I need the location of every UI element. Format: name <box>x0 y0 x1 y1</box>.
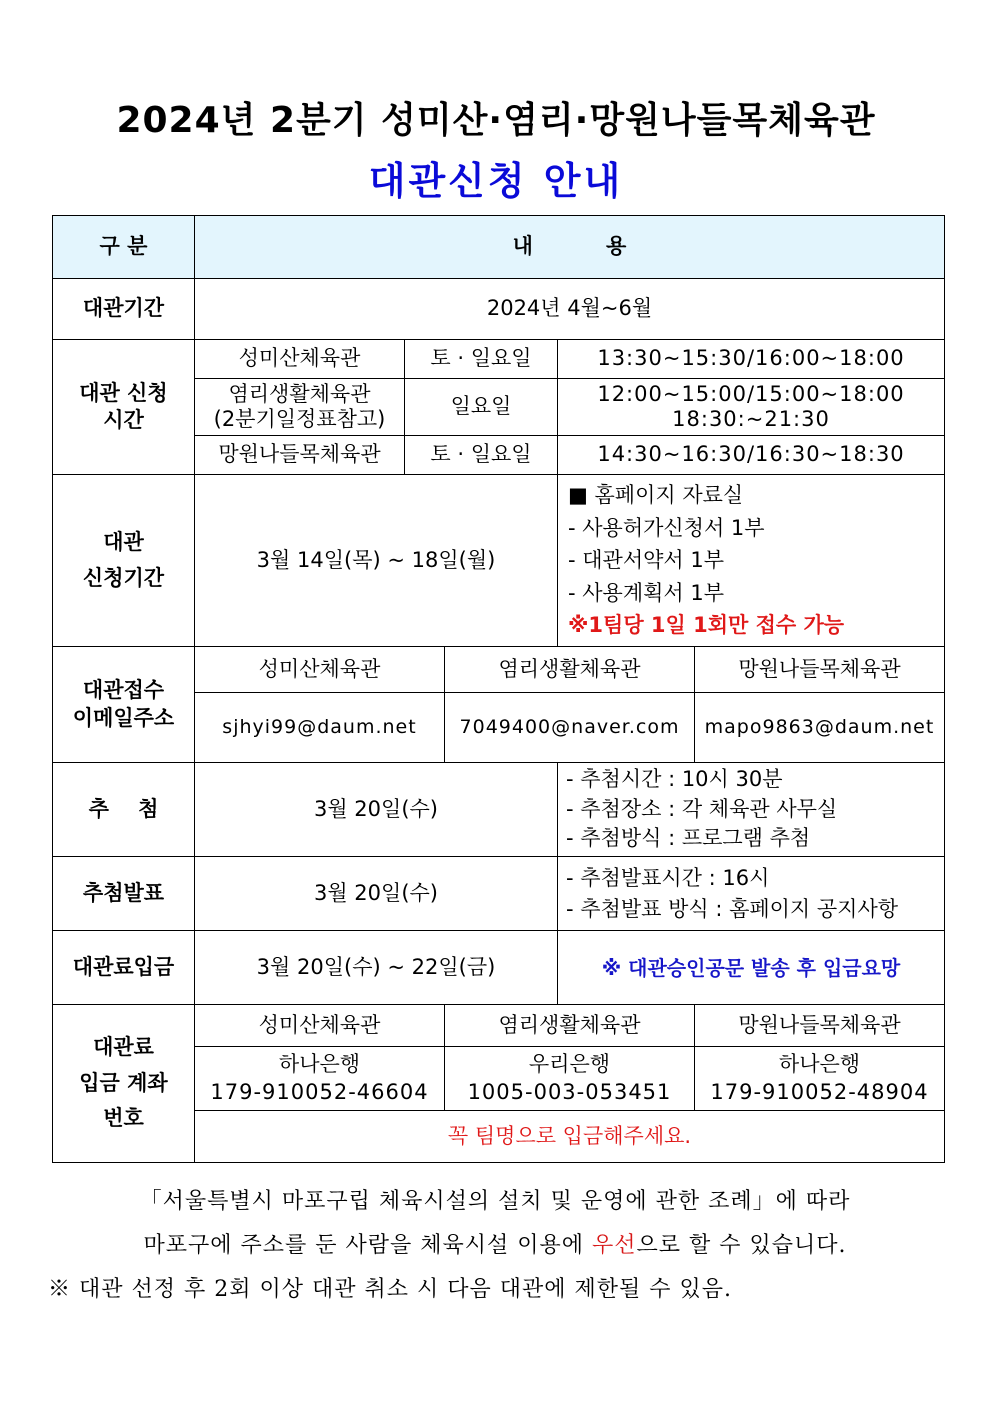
time-slots-3: 14:30~16:30/16:30~18:30 <box>557 435 945 475</box>
announcement-detail: - 추첨발표 방식 : 홈페이지 공지사항 <box>566 896 899 921</box>
header-category: 구 분 <box>52 215 195 279</box>
fee-deposit-notice: ※ 대관승인공문 발송 후 입금요망 <box>557 930 945 1005</box>
account-number: 1005-003-053451 <box>467 1079 672 1104</box>
announcement-date: 3월 20일(수) <box>194 856 558 931</box>
email-address-3[interactable]: mapo9863@daum.net <box>694 692 945 763</box>
account-3 <box>694 1046 945 1111</box>
label-line: 신청기간 <box>82 565 165 590</box>
time-slot-line: 12:00~15:00/15:00~18:00 <box>597 381 905 406</box>
email-address-2[interactable]: 7049400@naver.com <box>444 692 695 763</box>
announcement-details <box>557 856 945 931</box>
time-days-1: 토 · 일요일 <box>404 339 558 379</box>
email-venue-1: 성미산체육관 <box>194 646 445 693</box>
email-address-1[interactable]: sjhyi99@daum.net <box>194 692 445 763</box>
one-per-team-notice: ※1팀당 1일 1회만 접수 가능 <box>568 613 845 638</box>
bank-name: 하나은행 <box>778 1052 861 1077</box>
lottery-details <box>557 762 945 857</box>
label-line: 시간 <box>103 408 144 432</box>
application-period-label <box>52 474 195 647</box>
application-period-dates: 3월 14일(목) ~ 18일(월) <box>194 474 558 647</box>
label-line: 대관 신청 <box>79 380 168 405</box>
application-time-label <box>52 339 195 475</box>
account-number: 179-910052-48904 <box>710 1079 929 1104</box>
time-slot-line: 18:30:~21:30 <box>672 407 830 431</box>
bank-name: 우리은행 <box>528 1052 611 1077</box>
time-slots-1: 13:30~15:30/16:00~18:00 <box>557 339 945 379</box>
announcement-label: 추첨발표 <box>52 856 195 931</box>
venue-note: (2분기일정표참고) <box>213 407 386 431</box>
time-days-2: 일요일 <box>404 378 558 436</box>
lottery-label: 추 첨 <box>52 762 195 857</box>
documents-heading: ■ 홈페이지 자료실 <box>568 483 744 508</box>
fee-deposit-label: 대관료입금 <box>52 930 195 1005</box>
lottery-detail: - 추첨방식 : 프로그램 추첨 <box>566 826 811 851</box>
footer-ordinance: 「서울특별시 마포구립 체육시설의 설치 및 운영에 관한 조례」에 따라 <box>139 1189 851 1214</box>
document-title: 2024년 2분기 성미산·염리·망원나들목체육관 <box>116 100 876 141</box>
document-item: - 대관서약서 1부 <box>568 548 725 573</box>
lottery-date: 3월 20일(수) <box>194 762 558 857</box>
account-label <box>52 1004 195 1163</box>
footer-text: 마포구에 주소를 둔 사람을 체육시설 이용에 <box>143 1233 592 1258</box>
account-venue-1: 성미산체육관 <box>194 1004 445 1047</box>
bank-name: 하나은행 <box>278 1052 361 1077</box>
footer-text: 으로 할 수 있습니다. <box>636 1233 847 1258</box>
account-2 <box>444 1046 695 1111</box>
account-venue-3: 망원나들목체육관 <box>694 1004 945 1047</box>
lottery-detail: - 추첨장소 : 각 체육관 사무실 <box>566 796 838 821</box>
account-number: 179-910052-46604 <box>210 1079 429 1104</box>
footer-cancellation-notice: ※ 대관 선정 후 2회 이상 대관 취소 시 다음 대관에 제한될 수 있음. <box>48 1277 732 1302</box>
email-venue-3: 망원나들목체육관 <box>694 646 945 693</box>
lottery-detail: - 추첨시간 : 10시 30분 <box>566 767 783 792</box>
deposit-name-notice: 꼭 팀명으로 입금해주세요. <box>194 1110 945 1163</box>
footer-priority <box>40 1228 950 1259</box>
label-line: 이메일주소 <box>72 705 175 730</box>
label-line: 대관료 <box>93 1034 154 1059</box>
rental-period-label: 대관기간 <box>52 278 195 340</box>
account-venue-2: 염리생활체육관 <box>444 1004 695 1047</box>
time-venue-2 <box>194 378 405 436</box>
document-item: - 사용허가신청서 1부 <box>568 515 765 540</box>
document-subtitle: 대관신청 안내 <box>368 159 624 203</box>
email-label <box>52 646 195 763</box>
time-venue-3: 망원나들목체육관 <box>194 435 405 475</box>
label-line: 대관 <box>103 529 144 554</box>
label-line: 번호 <box>103 1106 144 1131</box>
priority-highlight: 우선 <box>591 1233 637 1258</box>
fee-deposit-dates: 3월 20일(수) ~ 22일(금) <box>194 930 558 1005</box>
time-slots-2 <box>557 378 945 436</box>
time-days-3: 토 · 일요일 <box>404 435 558 475</box>
header-content: 내 용 <box>194 215 945 279</box>
document-item: - 사용계획서 1부 <box>568 580 725 605</box>
time-venue-1: 성미산체육관 <box>194 339 405 379</box>
label-line: 입금 계좌 <box>79 1070 168 1095</box>
required-documents <box>557 474 945 647</box>
rental-period-value: 2024년 4월~6월 <box>194 278 945 340</box>
announcement-detail: - 추첨발표시간 : 16시 <box>566 866 770 891</box>
account-1 <box>194 1046 445 1111</box>
email-venue-2: 염리생활체육관 <box>444 646 695 693</box>
venue-name: 염리생활체육관 <box>228 381 371 406</box>
label-line: 대관접수 <box>82 678 165 703</box>
